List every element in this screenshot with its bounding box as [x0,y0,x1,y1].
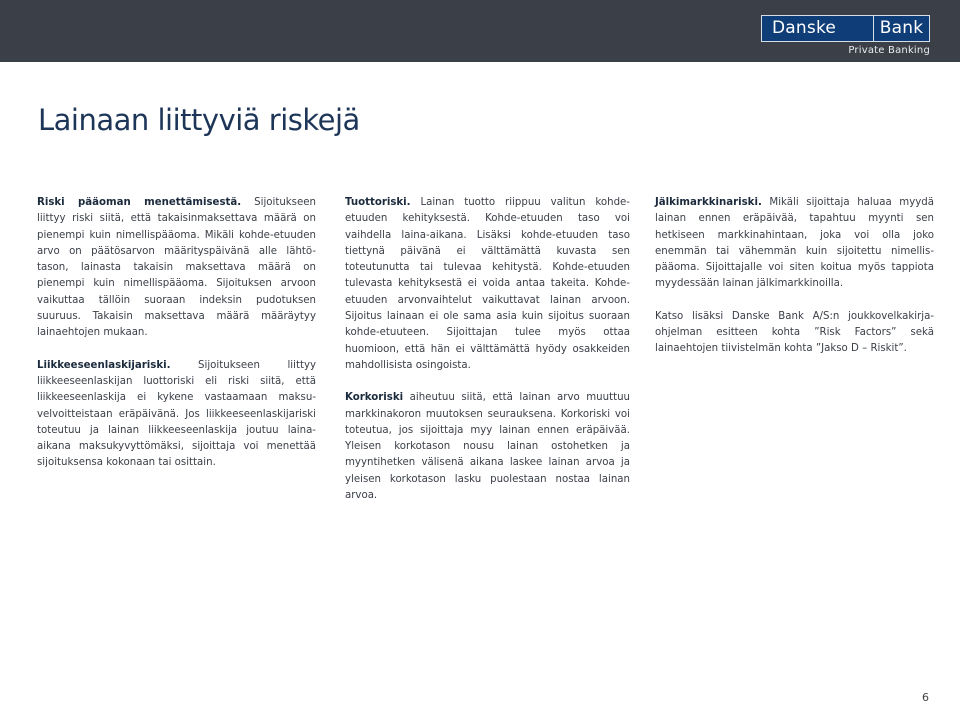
paragraph-secondary-market-risk [655,195,934,293]
logo-bank-text: Bank [874,16,929,41]
paragraph-body: Sijoitukseen liittyy riski siitä, että takaisinmaksettava määrä on pienempi kuin nimellispääoma. Mikäli kohde-etuuden arvo on päätösarvon määrityspäivänä alle lähtö-tason, lainasta takaisin maksettava määrä on pienempi kuin nimellispääoma. Sijoituksen arvoon vaikuttaa tällöin suoraan indeksin pudotuksen suuruus. Takaisin maksettava määrä määräytyy lainaehtojen mukaan. [37,197,316,339]
danske-bank-logo [761,15,930,56]
column-3 [655,195,934,374]
column-2 [345,195,630,520]
paragraph-body: Mikäli sijoittaja haluaa myydä lainan ennen eräpäivää, tapahtuu myynti sen hetkiseen markkinahintaan, joka voi olla joko enemmän tai vähemmän kuin sijoitettu nimellis-pääoma. Sijoittajalle voi siten koitua myös tappiota myydessään lainan jälkimarkkinoilla. [655,197,934,290]
logo-danske-text: Danske [762,16,874,41]
paragraph-see-also [655,309,934,358]
paragraph-capital-loss-risk [37,195,316,342]
paragraph-heading: Riski pääoman menettämisestä. [37,197,242,208]
paragraph-body: Lainan tuotto riippuu valitun kohde-etuuden kehityksestä. Kohde-etuuden taso voi vaihdella laina-aikana. Lisäksi kohde-etuuden taso tiettynä päivänä ei välttämättä kuvasta sen toteutunutta tai tulevaa kehitystä. Kohde-etuuden tulevasta kehityksestä ei voida antaa takeita. Kohde-etuuden arvonvaihtelut vaikuttavat lainan arvoon. Sijoitus lainaan ei ole sama asia kuin sijoitus suoraan kohde-etuuteen. Sijoittajan tulee myös ottaa huomioon, että hän ei välttämättä hyödy osakkeiden mahdollisista osingoista. [345,197,630,371]
header-bar [0,0,960,62]
paragraph-return-risk [345,195,630,374]
column-1 [37,195,316,488]
paragraph-body: Sijoitukseen liittyy liikkeeseenlaskijan luottoriski eli riski siitä, että liikkeeseenlaskija ei kykene vastaamaan maksu-velvoitteistaan eräpäivänä. Jos liikkeeseenlaskijariski toteutuu ja lainan liikkeeseenlaskija joutuu laina-aikana maksukyvyttömäksi, sijoittaja voi menettää sijoituksensa kokonaan tai osittain. [37,359,316,469]
paragraph-heading: Liikkeeseenlaskijariski. [37,359,171,371]
paragraph-issuer-risk [37,358,316,472]
page-number: 6 [922,691,929,704]
paragraph-heading: Tuottoriski. [345,197,411,208]
paragraph-heading: Korkoriski [345,392,404,404]
paragraph-body: aiheutuu siitä, että lainan arvo muuttuu markkinakoron muutoksen seurauksena. Korkoriski voi toteutua, jos sijoittaja myy lainan ennen eräpäivää. Yleisen korkotason nousu lainan ostohetken ja myyntihetken välisenä aikana laskee lainan arvoa ja yleisen korkotason lasku puolestaan nostaa lainan arvoa. [345,392,630,502]
paragraph-heading: Jälkimarkkinariski. [655,197,762,208]
logo-subtitle: Private Banking [848,45,930,56]
paragraph-body: Katso lisäksi Danske Bank A/S:n joukkovelkakirja-ohjelman esitteen kohta ”Risk Factors” sekä lainaehtojen tiivistelmän kohta ”Jakso D – Riskit”. [655,310,934,355]
paragraph-interest-rate-risk [345,390,630,504]
page-title: Lainaan liittyviä riskejä [38,103,360,138]
